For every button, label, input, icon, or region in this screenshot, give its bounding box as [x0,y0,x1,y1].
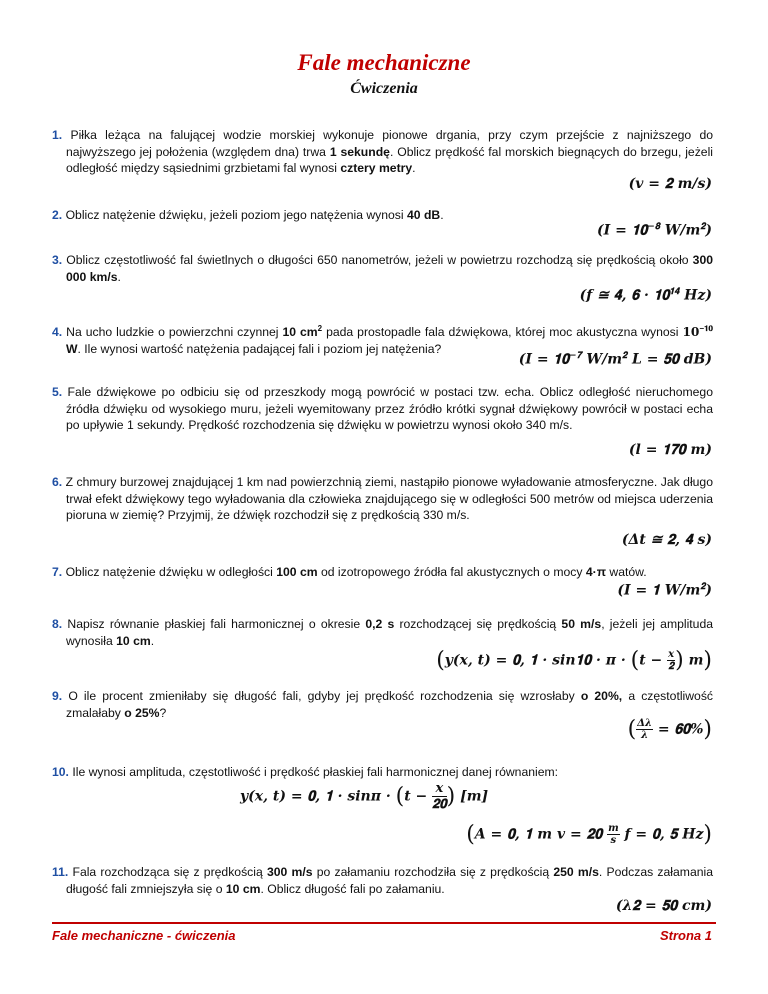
task-1 [52,127,713,177]
task-1-answer: (𝒗 = 𝟐 𝒎/𝒔) [628,176,712,192]
page-title: Fale mechaniczne [297,50,471,75]
task-number: 1. [52,128,63,142]
task-2-text: 2. Oblicz natężenie dźwięku, jeżeli poziom jego natężenia wynosi 40 dB. [52,208,444,222]
task-10-answer: (𝑨 = 𝟎, 𝟏 𝒎 𝒗 = 𝟐𝟎 $\frac{\text{𝒎}}{\text{𝒔}}$ 𝒇 = 𝟎, 𝟓 𝑯𝒛) [466,822,712,847]
task-9-text: 9. O ile procent zmieniłaby się długość fali, gdyby jej prędkość rozchodzenia się wzrosłaby o 20%, a częstotliwość zmalałaby o 25%? [52,689,714,720]
fraction: $\frac{\text{𝜟𝝀}}{\text{𝝀}}$ [637,718,653,741]
fraction: $\frac{\text{𝒎}}{\text{𝒔}}$ [608,823,619,846]
task-number: 2. [52,208,63,222]
task-number: 5. [52,385,63,399]
task-10-equation: 𝒚(𝒙, 𝒕) = 𝟎, 𝟏 · 𝒔𝒊𝒏𝝅 · (𝒕 − $\frac{\text{𝒙}}{𝟐𝟎}$ ) [𝒎] [240,781,489,812]
task-6-text: 6. Z chmury burzowej znajdującej 1 km nad powierzchnią ziemi, nastąpiło pionowe wyładowanie atmosferyczne. Jak długo trwał efekt dźwiękowy tego wyładowania dla człowieka znajdującego się w odległości 500 metrów od miejsca uderzenia pioruna w ziemię? Przyjmij, że dźwięk rozchodził się z prędkością 330 m/s. [52,475,713,522]
task-9-answer: ( $\frac{\text{𝜟𝝀}}{\text{𝝀}}$ = 𝟔𝟎%) [627,717,712,742]
task-2-answer: (𝑰 = $𝟏𝟎^{-𝟖}$ 𝑾/𝒎$^𝟐$) [597,222,712,239]
task-11-answer: (𝝀𝟐 = 𝟓𝟎 𝒄𝒎) [615,898,712,914]
task-number: 10. [52,765,69,779]
task-3-answer: (𝒇 ≅ 𝟒, 𝟔 · $𝟏𝟎^{𝟏𝟒}$ 𝑯𝒛) [579,287,712,304]
task-3-text: 3. Oblicz częstotliwość fal świetlnych o długości 650 nanometrów, jeżeli w powietrzu rozchodzą się prędkością około 300 000 km/s. [52,253,714,284]
task-number: 4. [52,325,63,340]
task-9 [52,688,713,721]
footer-title: Fale mechaniczne - ćwiczenia [52,928,236,943]
task-11 [52,864,713,897]
task-number: 7. [52,565,63,579]
task-1-text: 1. Piłka leżąca na falującej wodzie morskiej wykonuje pionowe drgania, przy czym przejście z najniższego do najwyższego jej położenia (względem dna) trwa 1 sekundę. Oblicz prędkość fal morskich biegnących do brzegu, jeżeli odległość między sąsiednimi grzbietami fal wynosi cztery metry. [52,128,713,175]
task-7 [52,564,713,581]
task-number: 3. [52,253,63,267]
task-8-answer: (𝒚(𝒙, 𝒕) = 𝟎, 𝟏 · 𝒔𝒊𝒏𝟏𝟎 · 𝝅 · (𝒕 − $\frac{\text{𝒙}}{𝟐}$ ) 𝒎) [436,648,712,673]
fraction: $\frac{\text{𝒙}}{𝟐}$ [668,649,675,672]
task-11-text: 11. Fala rozchodząca się z prędkością 300 m/s po załamaniu rozchodziła się z prędkością 250 m/s. Podczas załamania długość fali zmniejszyła się o 10 cm. Oblicz długość fali po załamaniu. [52,865,713,896]
task-6-answer: (𝜟𝒕 ≅ 𝟐, 𝟒 𝒔) [621,532,712,548]
task-4-text: 4. Na ucho ludzkie o powierzchni czynnej 10 $cm^2$ pada prostopadle fala dźwiękowa, której moc akustyczna wynosi $𝟏𝟎^{-𝟏𝟎}$ W. Ile wynosi wartość natężenia padającej fali i poziom jej natężenia? [52,324,713,356]
task-7-text: 7. Oblicz natężenie dźwięku w odległości 100 cm od izotropowego źródła fal akustycznych o mocy 4·π watów. [52,565,647,579]
task-8-text: 8. Napisz równanie płaskiej fali harmonicznej o okresie 0,2 s rozchodzącej się prędkością 50 m/s, jeżeli jej amplituda wynosiła 10 cm. [52,617,714,648]
task-6 [52,474,713,524]
task-10-text: 10. Ile wynosi amplituda, częstotliwość i prędkość płaskiej fali harmonicznej danej równaniem: [52,765,559,779]
task-5-text: 5. Fale dźwiękowe po odbiciu się od przeszkody mogą powrócić w postaci tzw. echa. Oblicz odległość nieruchomego źródła dźwięku od wysokiego muru, jeżeli wyemitowany przez źródło krótki sygnał dźwiękowy powrócił w postaci echa po upływie 1 sekundy. Prędkość rozchodzenia się dźwięku w powietrzu wynosi około 340 m/s. [52,385,713,432]
task-3 [52,252,713,285]
task-number: 11. [52,865,69,879]
task-8 [52,616,713,649]
fraction: $\frac{\text{𝒙}}{𝟐𝟎}$ [432,781,447,812]
task-number: 9. [52,689,63,703]
page-subtitle: Ćwiczenia [350,80,418,97]
task-10 [52,764,713,781]
task-5-answer: (𝒍 = 𝟏𝟕𝟎 𝒎) [628,442,712,458]
task-number: 8. [52,617,63,631]
task-number: 6. [52,475,63,489]
footer-divider [52,922,716,924]
task-5 [52,384,713,434]
task-7-answer: (𝑰 = 𝟏 𝑾/𝒎$^𝟐$) [617,582,712,599]
page-number: Strona 1 [659,928,712,943]
task-4-answer: (𝑰 = $𝟏𝟎^{-𝟕}$ 𝑾/𝒎$^𝟐$ 𝑳 = 𝟓𝟎 𝒅𝑩) [518,351,712,368]
